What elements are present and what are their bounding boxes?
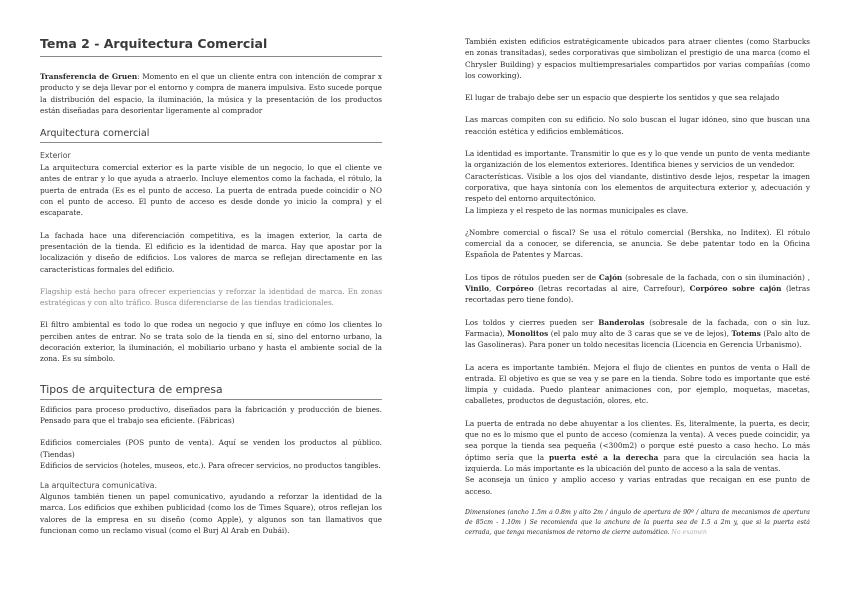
paragraph-flagship: Flagship está hecho para ofrecer experiencias y reforzar la identidad de marca. En zonas estratégicas y con alto tráfico. Busca diferenciarse de las tiendas tradicionales. <box>40 286 382 308</box>
no-examen-note: No examen <box>669 528 707 536</box>
paragraph-caracteristicas: Características. Visible a los ojos del viandante, distintivo desde lejos, respetar la imagen corporativa, que haya sintonía con los elementos de arquitectura exterior y, adecuación y respeto del entorno arquitectónico. <box>465 171 810 204</box>
paragraph-marcas-compiten: Las marcas compiten con su edificio. No solo buscan el lugar idóneo, sino que buscan una reacción estética y edificios emblemáticos. <box>465 115 810 136</box>
paragraph-toldos: Los toldos y cierres pueden ser Banderolas (sobresale de la fachada, con o sin luz. Farmacia), Monolitos (el palo muy alto de 3 caras que se ve de lejos), Totems (Palo alto de las Gasolineras). Para poner un toldo necesitas licencia (Licencia en Gerencia Urbanismo). <box>465 317 811 350</box>
paragraph-dimensiones: Dimensiones (ancho 1.5m a 0.8m y alto 2m / ángulo de apertura de 90º / altura de mecanismos de apertura de 85cm - 1.10m ) Se recomienda que la anchura de la puerta sea de 1.5 a 2m y, que si la puerta está cerrada, que tenga mecanismos de retorno de cierre automático. No examen <box>465 508 810 536</box>
heading-tipos: Tipos de arquitectura de empresa <box>40 383 382 400</box>
paragraph-comunicativa: Algunos también tienen un papel comunicativo, ayudando a reforzar la identidad de la marca. Los edificios que exhiben publicidad (como los de Times Square), otros reflejan los valores de la empresa en su diseño (como Apple), y algunos son tan llamativos que funcionan como un reclamo visual (como el Burj Al Arab en Dubái). <box>40 492 382 536</box>
paragraph-exterior: La arquitectura comercial exterior es la parte visible de un negocio, lo que el cliente ve antes de entrar y lo que ayuda a atraerlo. Incluye elementos como la fachada, el rótulo, la puerta de entrada (Es es el punto de acceso. La puerta de entrada puede coincidir o NO con el punto de acceso. El punto de acceso es desde donde yo inicio la compra) y el escaparate. <box>40 163 382 218</box>
paragraph-tipos-comerciales: Edificios comerciales (POS punto de venta). Aquí se venden los productos al público. (Tiendas) <box>40 438 382 459</box>
page-title: Tema 2 - Arquitectura Comercial <box>40 36 382 57</box>
paragraph-tipos-productivo: Edificios para proceso productivo, diseñados para la fabricación y producción de bienes. Pensado para que el trabajo sea eficiente. (Fábricas) <box>40 404 382 425</box>
heading-comunicativa: La arquitectura comunicativa. <box>40 481 157 491</box>
right-column <box>465 36 810 538</box>
gruen-term: Transferencia de Gruen <box>40 72 138 81</box>
paragraph-puerta: La puerta de entrada no debe ahuyentar a los clientes. Es, literalmente, la puerta, es decir, que no es lo mismo que el punto de acceso (comienza la venta). A veces puede coincidir, ya sea porque la tienda sea pequeña (<300m2) o porque esté puesto a caso hecho. Lo más óptimo sería que la puerta esté a la derecha para que la circulación sea hacia la izquierda. Lo más importante es la ubicación del punto de acceso a la sala de ventas. <box>465 418 811 473</box>
gruen-paragraph: Transferencia de Gruen: Momento en el que un cliente entra con intención de comprar x producto y se deja llevar por el entorno y compra de manera impulsiva. Esto sucede porque la distribución del espacio, la iluminación, la música y la presentación de los productos están diseñadas para desorientar ligeramente al comprador <box>40 72 382 115</box>
paragraph-tipos-servicios: Edificios de servicios (hoteles, museos, etc.). Para ofrecer servicios, no productos tangibles. <box>40 460 381 470</box>
paragraph-acceso: Se aconseja un único y amplio acceso y varias entradas que recaigan en ese punto de acceso. <box>465 475 810 496</box>
paragraph-fachada: La fachada hace una diferenciación competitiva, es la imagen exterior, la carta de presentación de la tienda. El edificio es la identidad de marca. Hay que apostar por la localización y diseño de edificios. Los valores de marca se reflejan directamente en las características formales del edificio. <box>40 230 382 274</box>
paragraph-rotulos: Los tipos de rótulos pueden ser de Cajón (sobresale de la fachada, con o sin iluminación) , Vinilo, Corpóreo (letras recortadas al aire, Carrefour), Corpóreo sobre cajón (letras recortadas pero tiene fondo). <box>465 272 810 305</box>
paragraph-lugar-trabajo: El lugar de trabajo debe ser un espacio que despierte los sentidos y que sea relajado <box>465 93 780 103</box>
left-column <box>40 36 382 536</box>
paragraph-acera: La acera es importante también. Mejora el flujo de clientes en puntos de venta o Hall de entrada. El objetivo es que se vea y se pare en la tienda. Sobre todo es importante que esté limpia y cuidada. Puedo plantear animaciones con, por ejemplo, moquetas, macetas, caballetes, productos de degustación, olores, etc. <box>465 362 810 406</box>
paragraph-nombre-comercial: ¿Nombre comercial o fiscal? Se usa el rótulo comercial (Bershka, no Inditex). El rótulo comercial da a conocer, se diferencia, se anuncia. Se debe patentar todo en la Oficina Española de Patentes y Marcas. <box>465 227 810 260</box>
paragraph-filtro: El filtro ambiental es todo lo que rodea un negocio y que influye en cómo los clientes lo perciben antes de entrar. No se trata solo de la tienda en sí, sino del entorno urbano, la decoración exterior, la iluminación, el mobiliario urbano y hasta el ambiente social de la zona. Es su símbolo. <box>40 320 382 364</box>
heading-arquitectura-comercial: Arquitectura comercial <box>40 128 382 143</box>
paragraph-limpieza: La limpieza y el respeto de las normas municipales es clave. <box>465 205 689 215</box>
paragraph-identidad: La identidad es importante. Transmitir lo que es y lo que vende un punto de venta mediante la organización de los elementos exteriores. Identifica bienes y servicios de un vendedor. <box>465 149 810 170</box>
heading-exterior: Exterior <box>40 151 71 161</box>
paragraph-estrategicos: También existen edificios estratégicamente ubicados para atraer clientes (como Starbucks en zonas transitadas), sedes corporativas que simbolizan el prestigio de una marca (como el Chrysler Building) y espacios multiempresariales compartidos por varias compañías (como los coworking). <box>465 37 810 80</box>
